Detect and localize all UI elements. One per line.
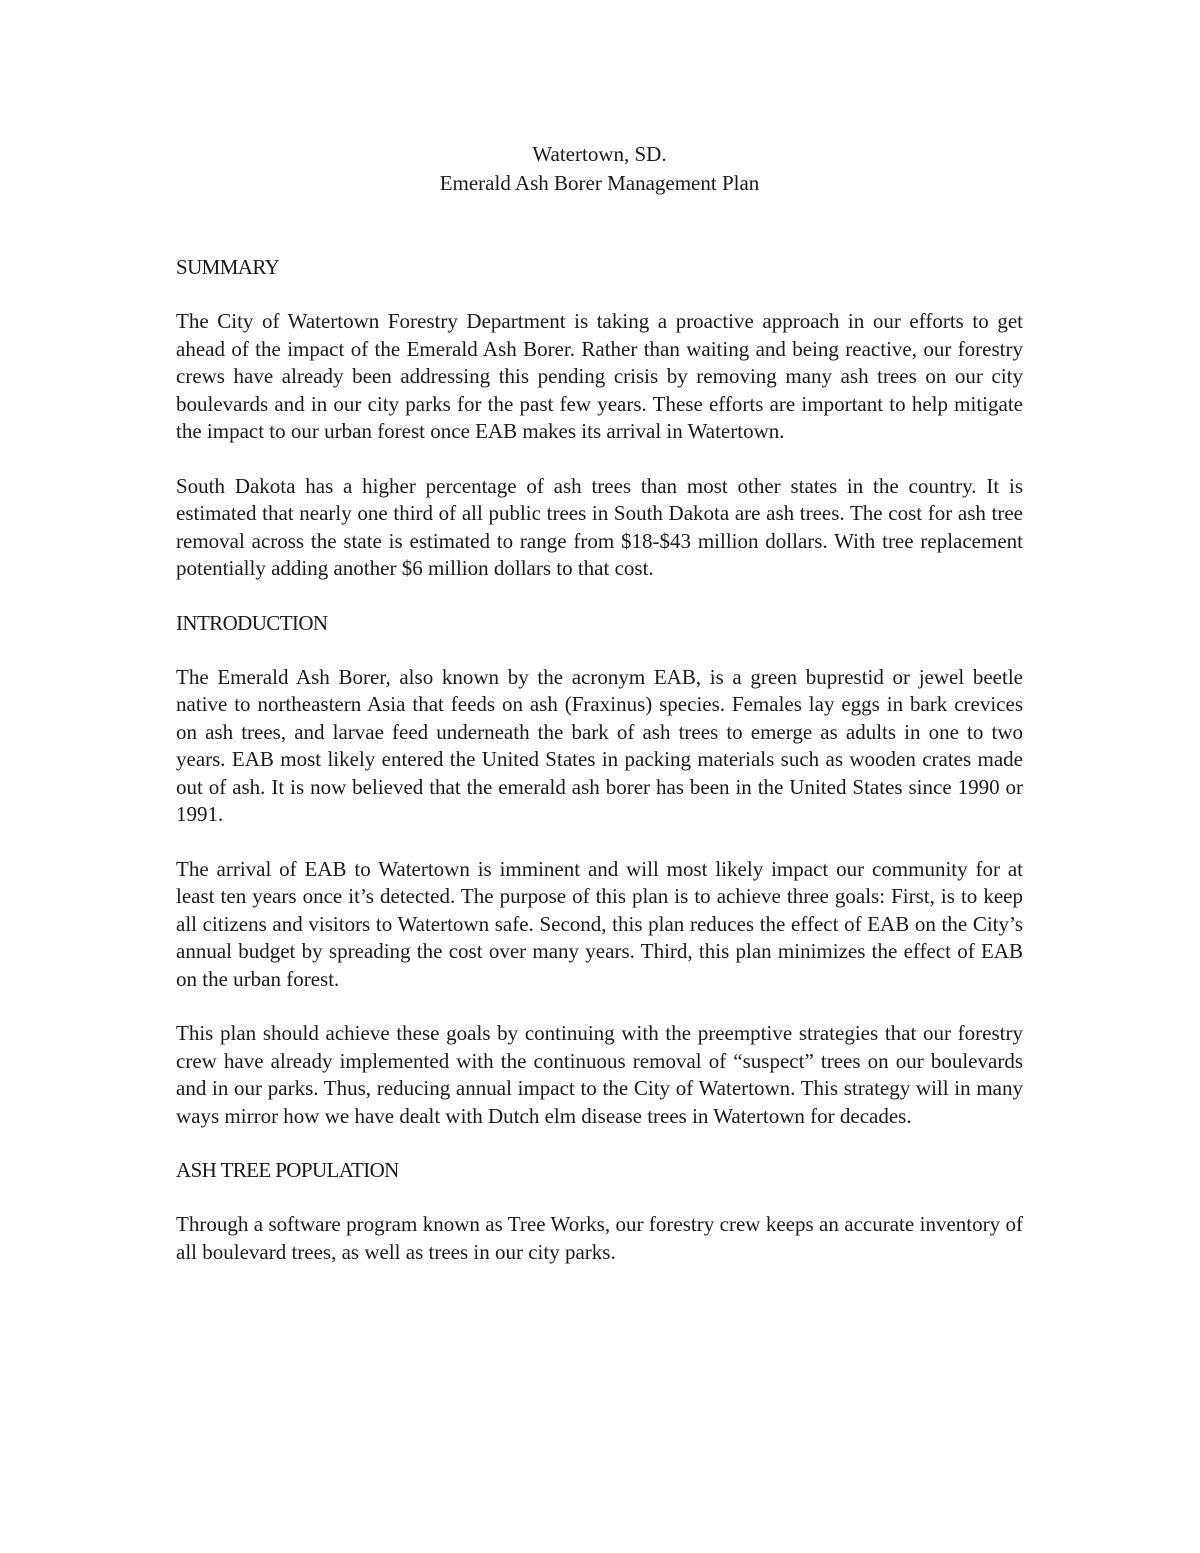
document-title bbox=[176, 140, 1023, 198]
introduction-paragraph-1: The Emerald Ash Borer, also known by the acronym EAB, is a green buprestid or jewel beetle native to northeastern Asia that feeds on ash (Fraxinus) species. Females lay eggs in bark crevices on ash trees, and larvae feed underneath the bark of ash trees to emerge as adults in one to two years. EAB most likely entered the United States in packing materials such as wooden crates made out of ash. It is now believed that the emerald ash borer has been in the United States since 1990 or 1991. bbox=[176, 664, 1023, 826]
ash-tree-population-paragraph-1: Through a software program known as Tree Works, our forestry crew keeps an accurate inventory of all boulevard trees, as well as trees in our city parks. bbox=[176, 1212, 1023, 1264]
section-heading-summary: SUMMARY bbox=[176, 255, 280, 279]
title-location: Watertown, SD. bbox=[532, 142, 667, 166]
document-page bbox=[176, 140, 1023, 1266]
section-heading-ash-tree-population: ASH TREE POPULATION bbox=[176, 1158, 399, 1182]
summary-paragraph-1: The City of Watertown Forestry Department is taking a proactive approach in our efforts to get ahead of the impact of the Emerald Ash Borer. Rather than waiting and being reactive, our forestry crews have already been addressing this pending crisis by removing many ash trees on our city boulevards and in our city parks for the past few years. These efforts are important to help mitigate the impact to our urban forest once EAB makes its arrival in Watertown. bbox=[176, 309, 1023, 443]
title-plan-name: Emerald Ash Borer Management Plan bbox=[439, 171, 760, 195]
summary-paragraph-2: South Dakota has a higher percentage of ash trees than most other states in the country. It is estimated that nearly one third of all public trees in South Dakota are ash trees. The cost for ash tree removal across the state is estimated to range from $18-$43 million dollars. With tree replacement potentially adding another $6 million dollars to that cost. bbox=[176, 473, 1023, 580]
introduction-paragraph-3: This plan should achieve these goals by continuing with the preemptive strategies that our forestry crew have already implemented with the continuous removal of “suspect” trees on our boulevards and in our parks. Thus, reducing annual impact to the City of Watertown. This strategy will in many ways mirror how we have dealt with Dutch elm disease trees in Watertown for decades. bbox=[176, 1021, 1023, 1128]
section-heading-introduction: INTRODUCTION bbox=[176, 610, 328, 635]
introduction-paragraph-2: The arrival of EAB to Watertown is imminent and will most likely impact our community for at least ten years once it’s detected. The purpose of this plan is to achieve three goals: First, is to keep all citizens and visitors to Watertown safe. Second, this plan reduces the effect of EAB on the City’s annual budget by spreading the cost over many years. Third, this plan minimizes the effect of EAB on the urban forest. bbox=[176, 856, 1023, 991]
